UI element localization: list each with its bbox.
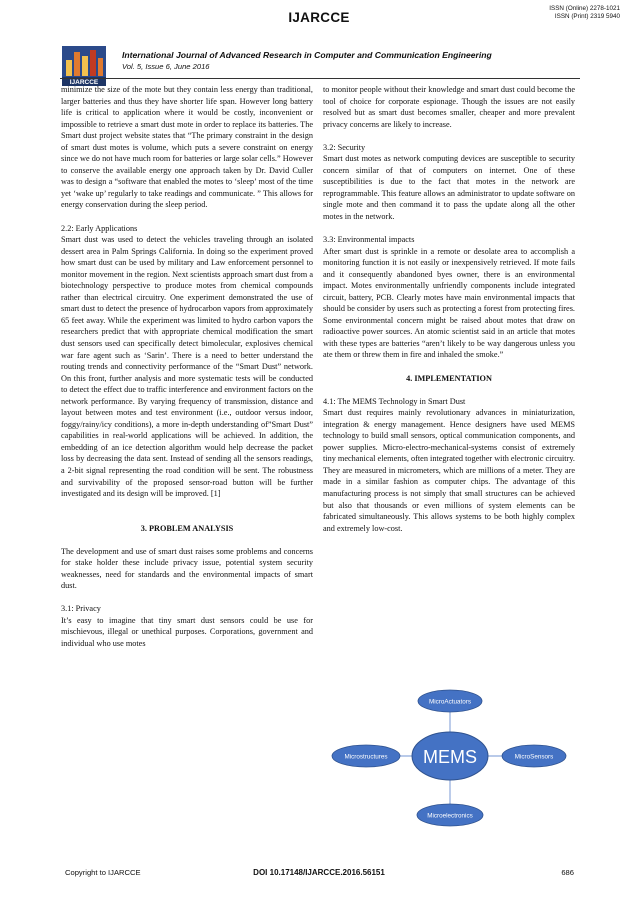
paragraph: to monitor people without their knowledge and smart dust could become the tool of choice for corporate espionage. Though the issues are not easily resolved but as smart dust becomes smaller, cheaper and more prevalent privacy concerns are likely to increase. xyxy=(323,85,575,129)
node-right-label: MicroSensors xyxy=(514,753,554,761)
header-rule xyxy=(60,78,580,79)
node-top-label: MicroActuators xyxy=(429,698,471,706)
issn-online: ISSN (Online) 2278-1021 xyxy=(549,5,620,12)
node-bottom xyxy=(417,804,483,826)
node-left xyxy=(332,745,400,767)
node-center xyxy=(412,732,488,780)
node-bottom-label: Microelectronics xyxy=(427,812,473,820)
logo-text: IJARCCE xyxy=(69,79,99,86)
issn-block xyxy=(549,5,620,21)
footer-copyright: Copyright to IJARCCE xyxy=(65,868,141,877)
paragraph: Smart dust was used to detect the vehicles traveling through an isolated dessert area in Palm Springs California. In doing so the experiment proved how smart dust can be used by military and Law enforcement personnel to monitor movement in the region. Next scientists approach smart dust from a biotechnology perspective to produce motes from chemical compounds rather than electrical circuitry. One experiment demonstrated the use of smart dust to detect the presence of hydrocarbon vapors from approximately 65 feet away. While the experiment was limited to hydro carbon vapors the researchers predict that with appropriate chemical modification the smart dust sensors used can specifically detect bimolecular, explosives chemical war fare agent such as ‘Sarin’. There is a need to better understand the routing trends and connectivity performance of the “Smart Dust” network. On this front, further analysis and more systematic tests will be conducted to detect the effect due to traffic interference and environment factors on the network performance. By varying frequency of transmission, distance and layout between motes and test environment (i.e., outdoor versus indoor, foggy/rainy/icy conditions), a more in-depth understanding of”Smart Dust” capabilities in real-world applications will be achieved. In addition, the embedding of an ice detection algorithm would help decrease the packet loss by decreasing the data sent. Instead of sending all the sensors readings, a 2-bit signal representing the road condition will be sent. The robustness and survivability of the proposed sensor-road button will be further investigated and its design will be improved. [1] xyxy=(61,235,313,499)
mems-diagram xyxy=(330,688,570,830)
node-center-label: MEMS xyxy=(423,747,477,767)
section-heading: 4. IMPLEMENTATION xyxy=(406,373,492,383)
paragraph: Smart dust requires mainly revolutionary advances in miniaturization, integration & energy management. Hence designers have used MEMS technology to build small sensors, optical communication components, and power supplies. Micro-electro-mechanical-systems consist of extremely tiny mechanical elements, often integrated together with electronic circuitry. They are measured in micrometers, which are millions of a meter. They are made in a similar fashion as computer chips. The advantage of this manufacturing process is not simply that small structures can be achieved but also that thousands or even millions of system elements can be fabricated simultaneously. This allows systems to be both highly complex and extremely low-cost. xyxy=(323,408,575,533)
volume-issue: Vol. 5, Issue 6, June 2016 xyxy=(122,62,210,71)
subsection-heading: 3.3: Environmental impacts xyxy=(323,235,415,245)
paragraph: minimize the size of the mote but they contain less energy than traditional, larger batteries and thus they have shorter life span. However long battery life is critical to application where it would be costly, inconvenient or impossible to retrieve a smart dust mote in order to replace its batteries. The Smart dust project website states that “The primary constraint in the design of smart dust motes is volume, which puts a severe constraint on energy since we do not have much room for batteries or large solar cells.” However to conserve the available energy one approach taken by Dr. David Culler was to design a “software that enabled the motes to ‘sleep’ most of the time yet ‘wake up’ regularly to take readings and communicate. ” This allows for energy conservation during the sleep period. xyxy=(61,85,313,210)
subsection-heading: 3.1: Privacy xyxy=(61,604,101,614)
left-column xyxy=(61,84,313,650)
paragraph: It’s easy to imagine that tiny smart dust sensors could be use for mischievous, illegal or unethical purposes. Corporations, government and individual who use motes xyxy=(61,615,313,649)
journal-logo xyxy=(62,46,106,86)
node-top xyxy=(418,690,482,712)
footer-doi: DOI 10.17148/IJARCCE.2016.56151 xyxy=(253,868,385,877)
journal-acronym: IJARCCE xyxy=(288,10,350,25)
subsection-heading: 2.2: Early Applications xyxy=(61,223,138,233)
right-column xyxy=(323,84,575,534)
section-heading: 3. PROBLEM ANALYSIS xyxy=(140,523,234,533)
node-left-label: Microstructures xyxy=(344,753,388,761)
subsection-heading: 4.1: The MEMS Technology in Smart Dust xyxy=(323,396,466,406)
footer-page-number: 686 xyxy=(561,868,574,877)
node-right xyxy=(502,745,566,767)
subsection-heading: 3.2: Security xyxy=(323,142,366,152)
journal-name: International Journal of Advanced Research in Computer and Communication Engineering xyxy=(122,50,492,60)
paragraph: Smart dust motes as network computing devices are susceptible to security concern similar of that of computers on internet. One of these susceptibilities is due to the fact that motes in the network are reprogrammable. This feature allows an administrator to update software on single mote and then command it to pass the update along all the other motes in the network. xyxy=(323,154,575,221)
paragraph: After smart dust is sprinkle in a remote or desolate area to accomplish a monitoring function it is not easily or inexpensively retrieved. If mote fails and it consequently abandoned byes owner, there is an environmental impact. Motes environmentally unfriendly components include integrated circuit, battery, PCB. Clearly motes have main environmental impacts that should be consider by users such as protecting a forest from protecting fires. Some environmental concern might be raised about motes that draw on radioactive power sources. An atomic scientist said in an article that motes with these types are batteries “aren’t likely to be way dangerous unless you ate them or threw them in fire and inhaled the smoke.” xyxy=(323,246,575,360)
issn-print: ISSN (Print) 2319 5940 xyxy=(554,13,620,20)
paragraph: The development and use of smart dust raises some problems and concerns for stake holder these include privacy issue, potential system security weaknesses, need for standards and the environmental impacts of smart dust. xyxy=(61,546,313,591)
